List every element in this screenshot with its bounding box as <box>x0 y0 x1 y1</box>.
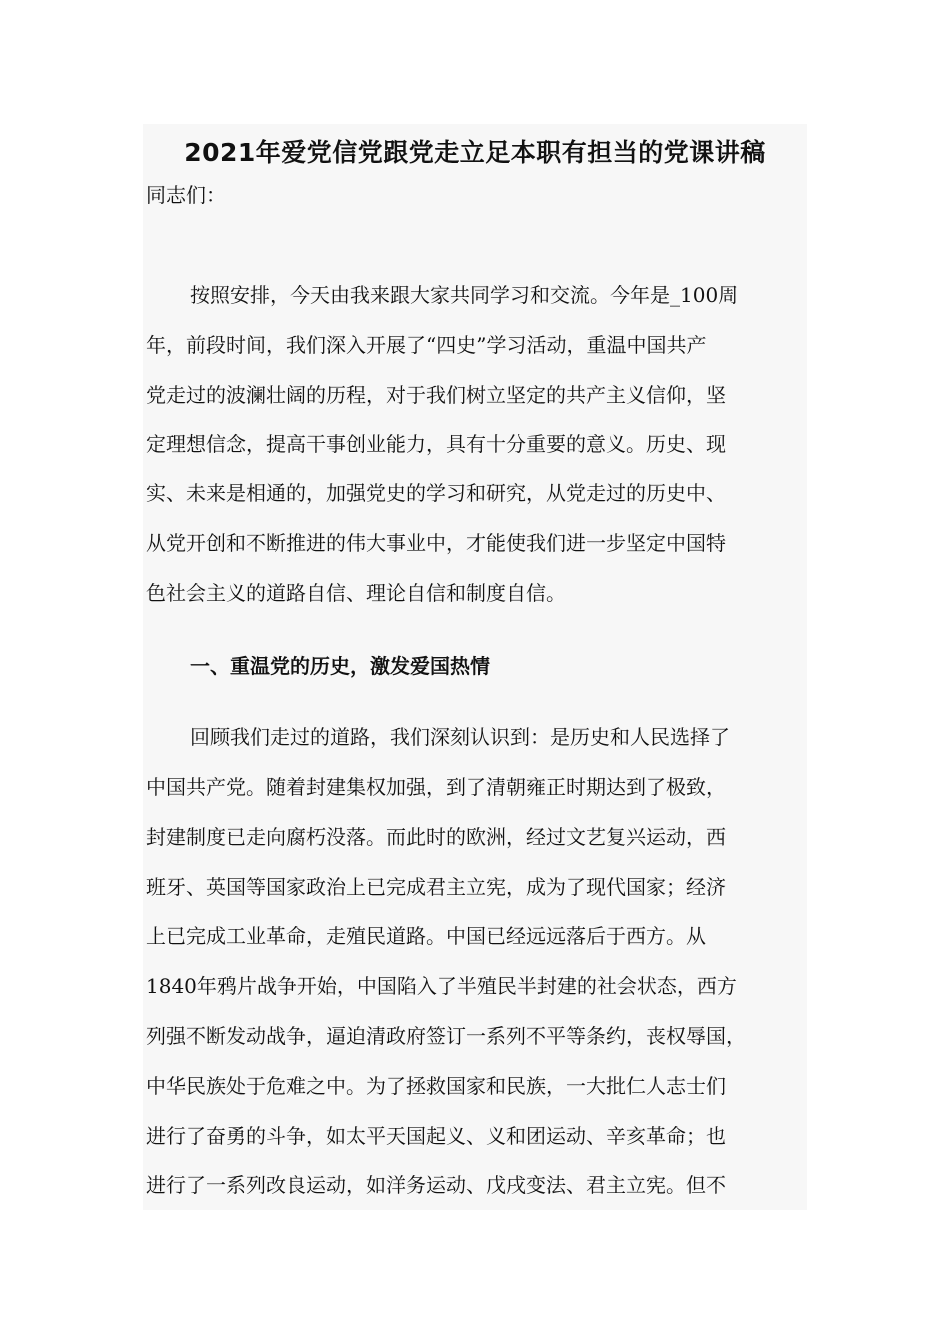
paragraph-line: 回顾我们走过的道路，我们深刻认识到：是历史和人民选择了 <box>190 725 730 749</box>
salutation: 同志们： <box>146 183 226 207</box>
paragraph-line: 定理想信念，提高干事创业能力，具有十分重要的意义。历史、现 <box>146 432 726 456</box>
paragraph-line: 色社会主义的道路自信、理论自信和制度自信。 <box>146 581 566 605</box>
paragraph-line: 班牙、英国等国家政治上已完成君主立宪，成为了现代国家；经济 <box>146 875 726 899</box>
paragraph-line: 列强不断发动战争，逼迫清政府签订一系列不平等条约，丧权辱国， <box>146 1024 746 1048</box>
paragraph-line: 中国共产党。随着封建集权加强，到了清朝雍正时期达到了极致， <box>146 775 726 799</box>
paragraph-line: 按照安排，今天由我来跟大家共同学习和交流。今年是_100周 <box>190 283 739 307</box>
paragraph-line: 进行了奋勇的斗争，如太平天国起义、义和团运动、辛亥革命；也 <box>146 1124 726 1148</box>
paragraph-line: 年，前段时间，我们深入开展了“四史”学习活动，重温中国共产 <box>146 333 707 357</box>
paragraph-line: 封建制度已走向腐朽没落。而此时的欧洲，经过文艺复兴运动，西 <box>146 825 726 849</box>
paragraph-line: 实、未来是相通的，加强党史的学习和研究，从党走过的历史中、 <box>146 481 726 505</box>
paragraph-line: 进行了一系列改良运动，如洋务运动、戊戌变法、君主立宪。但不 <box>146 1173 726 1197</box>
paragraph-line: 党走过的波澜壮阔的历程，对于我们树立坚定的共产主义信仰，坚 <box>146 383 726 407</box>
paragraph-line: 上已完成工业革命，走殖民道路。中国已经远远落后于西方。从 <box>146 924 706 948</box>
paragraph-line: 中华民族处于危难之中。为了拯救国家和民族，一大批仁人志士们 <box>146 1074 726 1098</box>
paragraph-line: 从党开创和不断推进的伟大事业中，才能使我们进一步坚定中国特 <box>146 531 726 555</box>
section-heading: 一、重温党的历史，激发爱国热情 <box>190 654 490 678</box>
document-title: 2021年爱党信党跟党走立足本职有担当的党课讲稿 <box>184 138 766 167</box>
paragraph-line: 1840年鸦片战争开始，中国陷入了半殖民半封建的社会状态，西方 <box>146 974 737 998</box>
